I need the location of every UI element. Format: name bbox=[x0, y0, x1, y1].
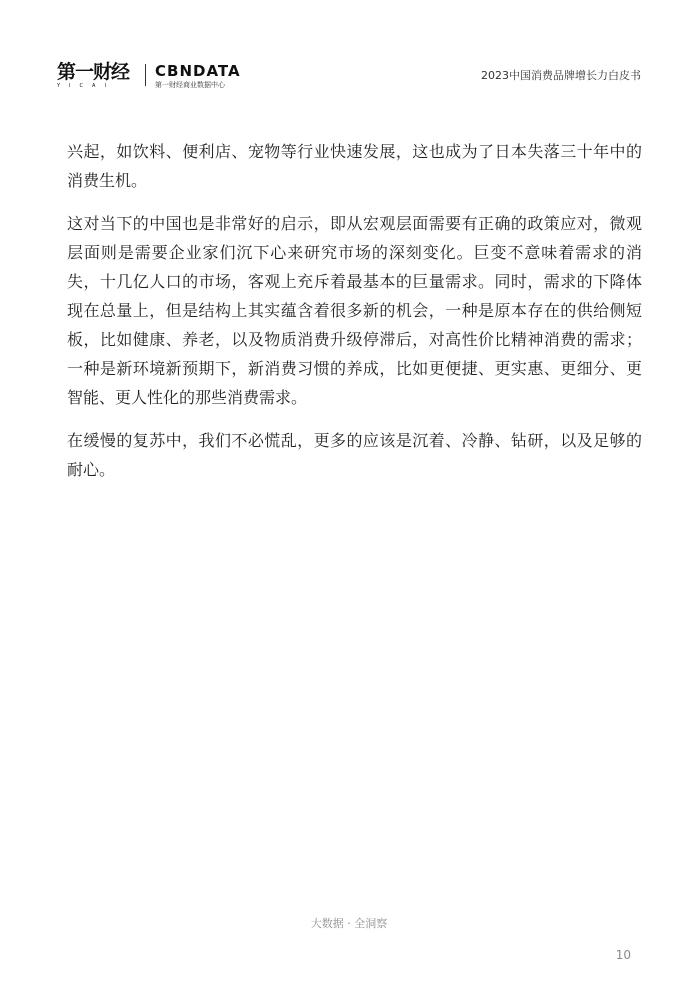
paragraph-2: 这对当下的中国也是非常好的启示，即从宏观层面需要有正确的政策应对，微观层面则是需要企业家们沉下心来研究市场的深刻变化。巨变不意味着需求的消失，十几亿人口的市场，客观上充斥着最基本的巨量需求。同时，需求的下降体现在总量上，但是结构上其实蕴含着很多新的机会，一种是原本存在的供给侧短板，比如健康、养老，以及物质消费升级停滞后，对高性价比精神消费的需求；一种是新环境新预期下，新消费习惯的养成，比如更便捷、更实惠、更细分、更智能、更人性化的那些消费需求。 bbox=[67, 214, 642, 407]
logo-divider bbox=[145, 64, 146, 86]
yicai-logo-mark: 第一财经 bbox=[57, 61, 130, 83]
page-number: 10 bbox=[615, 948, 631, 962]
body-text bbox=[67, 137, 642, 498]
footer-tagline: 大数据 · 全洞察 bbox=[310, 917, 388, 930]
paragraph-3: 在缓慢的复苏中，我们不必慌乱，更多的应该是沉着、冷静、钻研，以及足够的耐心。 bbox=[67, 431, 642, 479]
page-header bbox=[0, 0, 698, 100]
cbndata-logo-mark: CBNDATA bbox=[155, 62, 241, 80]
yicai-logo-sub: YICAI bbox=[57, 83, 115, 89]
document-title: 2023中国消费品牌增长力白皮书 bbox=[481, 69, 641, 82]
cbndata-logo-sub: 第一财经商业数据中心 bbox=[155, 81, 225, 89]
yicai-logo bbox=[57, 62, 137, 92]
logo-area bbox=[57, 62, 241, 92]
cbndata-logo bbox=[155, 62, 241, 92]
paragraph-1: 兴起，如饮料、便利店、宠物等行业快速发展，这也成为了日本失落三十年中的消费生机。 bbox=[67, 142, 642, 190]
